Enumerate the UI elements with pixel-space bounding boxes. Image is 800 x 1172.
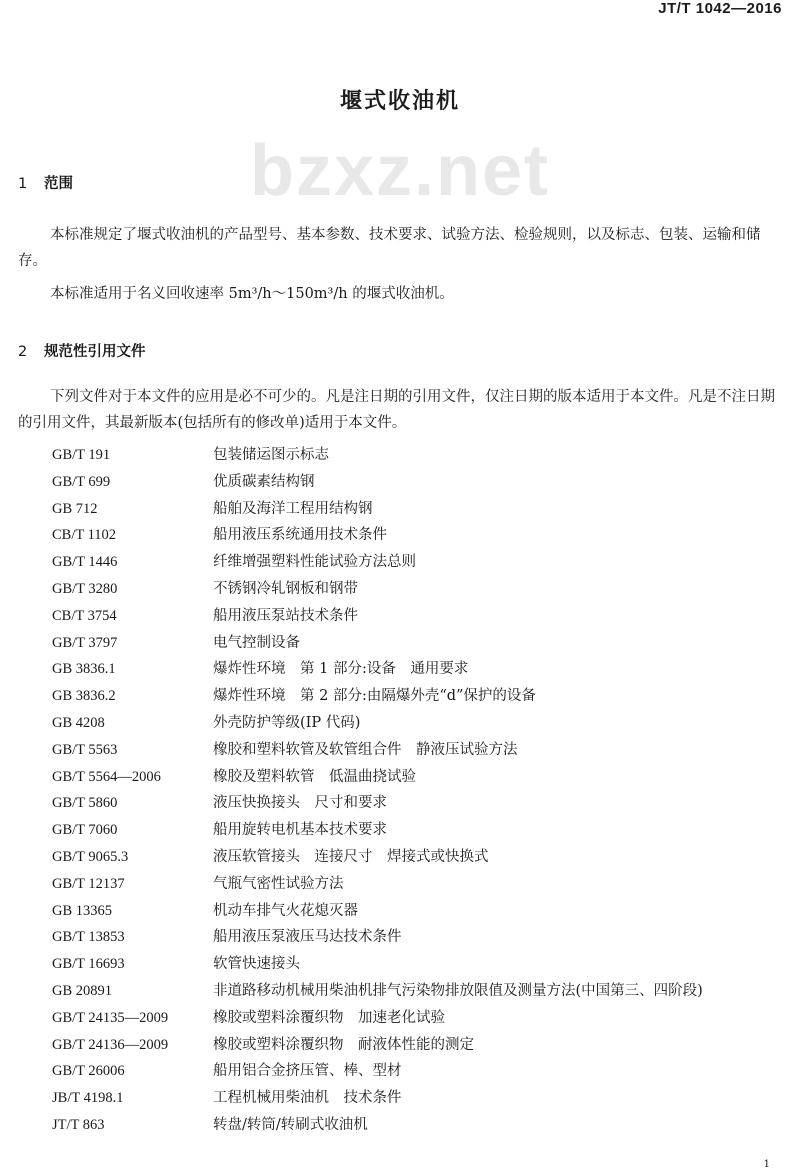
reference-title: 橡胶或塑料涂覆织物 耐液体性能的测定 bbox=[213, 1036, 474, 1053]
reference-row bbox=[52, 1058, 792, 1085]
reference-row bbox=[52, 898, 792, 925]
reference-code: GB/T 3280 bbox=[52, 580, 118, 597]
reference-row bbox=[52, 522, 792, 549]
reference-row bbox=[52, 549, 792, 576]
reference-code: GB 712 bbox=[52, 500, 98, 517]
reference-row bbox=[52, 1085, 792, 1112]
reference-title: 外壳防护等级(IP 代码) bbox=[213, 714, 361, 731]
reference-row bbox=[52, 656, 792, 683]
section-number: 1 bbox=[18, 176, 28, 192]
scope-paragraph-2: 本标准适用于名义回收速率 5m³/h～150m³/h 的堰式收油机。 bbox=[50, 286, 454, 302]
reference-title: 船用液压泵液压马达技术条件 bbox=[213, 929, 402, 946]
reference-code: GB 3836.1 bbox=[52, 661, 116, 678]
reference-title: 不锈钢冷轧钢板和钢带 bbox=[213, 580, 358, 597]
reference-title: 液压软管接头 连接尺寸 焊接式或快换式 bbox=[213, 848, 489, 865]
reference-title: 船用液压系统通用技术条件 bbox=[213, 527, 387, 544]
reference-row bbox=[52, 978, 792, 1005]
reference-row bbox=[52, 790, 792, 817]
reference-title: 船舶及海洋工程用结构钢 bbox=[213, 500, 373, 517]
section-title: 范围 bbox=[44, 175, 73, 192]
reference-title: 橡胶和塑料软管及软管组合件 静液压试验方法 bbox=[213, 741, 518, 758]
reference-code: GB/T 5563 bbox=[52, 741, 118, 758]
reference-title: 电气控制设备 bbox=[213, 634, 300, 651]
reference-title: 机动车排气火花熄灭器 bbox=[213, 902, 358, 919]
reference-code: JB/T 4198.1 bbox=[52, 1090, 124, 1107]
reference-code: GB/T 699 bbox=[52, 473, 111, 490]
reference-code: GB/T 12137 bbox=[52, 875, 125, 892]
scope-paragraph-1: 本标准规定了堰式收油机的产品型号、基本参数、技术要求、试验方法、检验规则，以及标志、包装、运输和储存。 bbox=[18, 227, 761, 269]
reference-row bbox=[52, 1032, 792, 1059]
reference-code: GB 4208 bbox=[52, 714, 105, 731]
reference-title: 软管快速接头 bbox=[213, 956, 300, 973]
reference-row bbox=[52, 1112, 792, 1139]
reference-row bbox=[52, 603, 792, 630]
reference-row bbox=[52, 496, 792, 523]
reference-code: GB 20891 bbox=[52, 982, 113, 999]
reference-title: 船用旋转电机基本技术要求 bbox=[213, 822, 387, 839]
reference-title: 纤维增强塑料性能试验方法总则 bbox=[213, 554, 416, 571]
reference-row bbox=[52, 764, 792, 791]
page-mark: 1 bbox=[763, 1159, 770, 1170]
reference-code: GB/T 3797 bbox=[52, 634, 118, 651]
reference-code: CB/T 3754 bbox=[52, 607, 117, 624]
reference-code: GB/T 24136—2009 bbox=[52, 1036, 169, 1053]
reference-code: GB/T 5860 bbox=[52, 795, 118, 812]
reference-row bbox=[52, 871, 792, 898]
reference-row bbox=[52, 683, 792, 710]
reference-title: 橡胶或塑料涂覆织物 加速老化试验 bbox=[213, 1009, 445, 1026]
reference-row bbox=[52, 951, 792, 978]
section-number: 2 bbox=[18, 344, 28, 360]
reference-row bbox=[52, 1005, 792, 1032]
reference-code: GB/T 7060 bbox=[52, 822, 118, 839]
reference-code: CB/T 1102 bbox=[52, 527, 117, 544]
reference-code: GB/T 5564—2006 bbox=[52, 768, 161, 785]
section-title: 规范性引用文件 bbox=[44, 343, 146, 360]
reference-code: GB/T 26006 bbox=[52, 1063, 125, 1080]
reference-title: 转盘/转筒/转刷式收油机 bbox=[213, 1116, 368, 1133]
reference-code: JT/T 863 bbox=[52, 1116, 105, 1133]
reference-title: 船用铝合金挤压管、棒、型材 bbox=[213, 1063, 402, 1080]
reference-row bbox=[52, 844, 792, 871]
reference-row bbox=[52, 924, 792, 951]
reference-title: 优质碳素结构钢 bbox=[213, 473, 315, 490]
reference-code: GB 3836.2 bbox=[52, 688, 116, 705]
reference-title: 爆炸性环境 第 1 部分:设备 通用要求 bbox=[213, 661, 469, 678]
reference-row bbox=[52, 817, 792, 844]
reference-title: 工程机械用柴油机 技术条件 bbox=[213, 1090, 402, 1107]
reference-code: GB/T 24135—2009 bbox=[52, 1009, 169, 1026]
reference-title: 爆炸性环境 第 2 部分:由隔爆外壳“d”保护的设备 bbox=[213, 688, 536, 705]
reference-list bbox=[52, 442, 792, 1139]
reference-code: GB/T 191 bbox=[52, 447, 111, 463]
reference-title: 气瓶气密性试验方法 bbox=[213, 875, 344, 892]
section-2-heading bbox=[18, 340, 146, 361]
watermark: bzxz.net bbox=[249, 131, 551, 211]
reference-title: 船用液压泵站技术条件 bbox=[213, 607, 358, 624]
standard-code-header: JT/T 1042—2016 bbox=[658, 0, 782, 17]
reference-row bbox=[52, 576, 792, 603]
reference-title: 非道路移动机械用柴油机排气污染物排放限值及测量方法(中国第三、四阶段) bbox=[213, 982, 703, 999]
section-1-heading bbox=[18, 172, 73, 193]
reference-row bbox=[52, 630, 792, 657]
reference-title: 橡胶及塑料软管 低温曲挠试验 bbox=[213, 768, 416, 785]
reference-title: 包装储运图示标志 bbox=[213, 447, 329, 463]
reference-row bbox=[52, 710, 792, 737]
reference-code: GB/T 16693 bbox=[52, 956, 125, 973]
reference-code: GB/T 1446 bbox=[52, 554, 118, 571]
reference-title: 液压快换接头 尺寸和要求 bbox=[213, 795, 387, 812]
reference-code: GB/T 9065.3 bbox=[52, 848, 129, 865]
reference-row bbox=[52, 469, 792, 496]
reference-row bbox=[52, 737, 792, 764]
reference-code: GB/T 13853 bbox=[52, 929, 125, 946]
reference-row bbox=[52, 442, 792, 469]
reference-code: GB 13365 bbox=[52, 902, 113, 919]
document-title: 堰式收油机 bbox=[339, 88, 460, 114]
normative-intro-paragraph: 下列文件对于本文件的应用是必不可少的。凡是注日期的引用文件，仅注日期的版本适用于本文件。凡是不注日期的引用文件，其最新版本(包括所有的修改单)适用于本文件。 bbox=[18, 389, 775, 431]
